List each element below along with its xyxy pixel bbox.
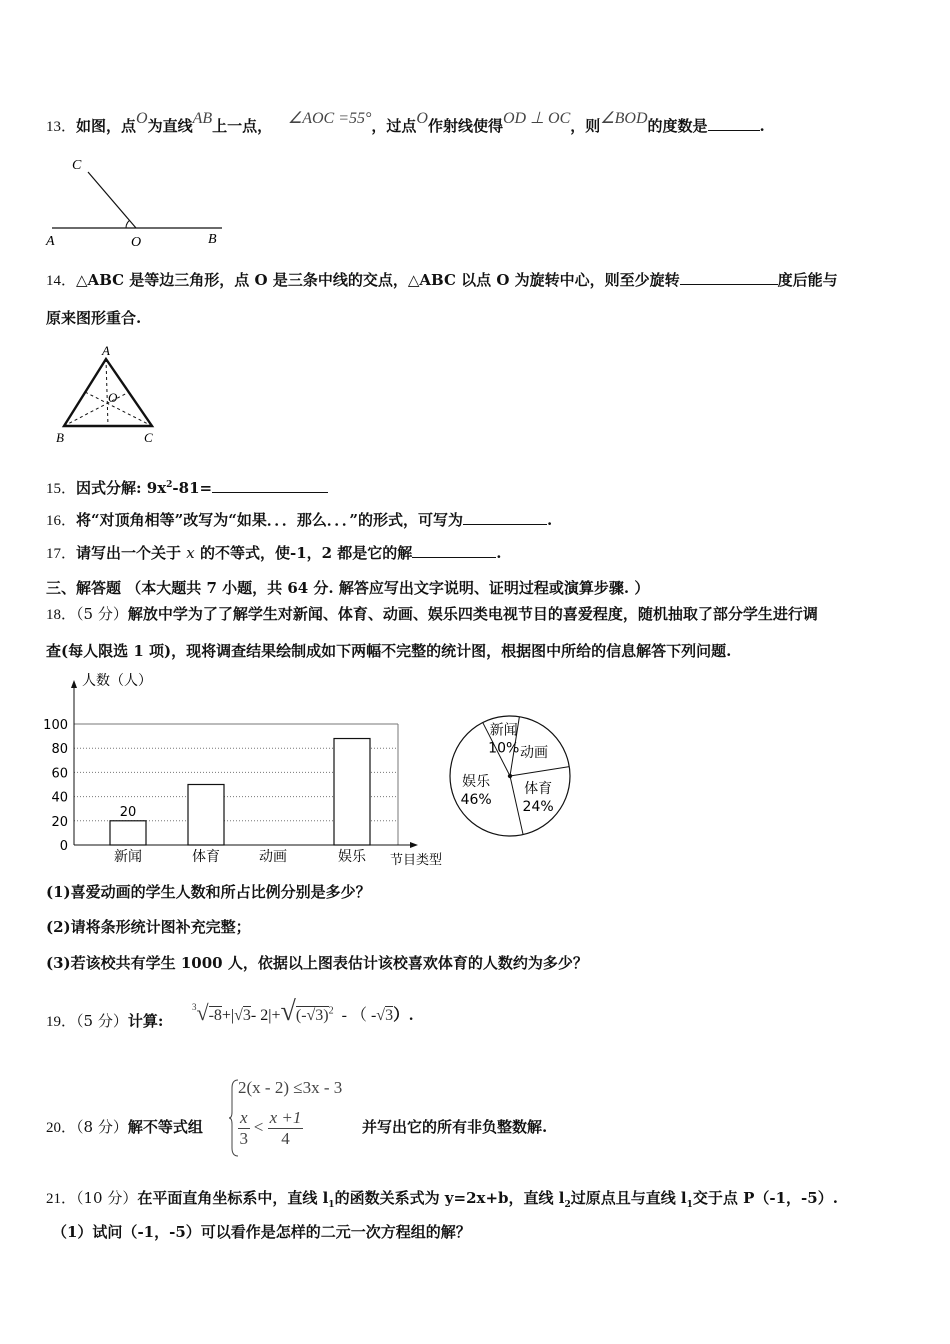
radical-sign: √ xyxy=(234,1007,243,1024)
q18-sub2: (2)请将条形统计图补充完整； xyxy=(46,918,251,936)
bar-marks xyxy=(110,739,370,845)
q13-text: 上一点， xyxy=(212,117,273,135)
angle-arc xyxy=(126,220,130,228)
q16-text: 将“对顶角相等”改写为“如果．．．那么．．．”的形式，可写为 xyxy=(76,511,464,529)
bar-3 xyxy=(334,739,370,845)
q18-text: 解放中学为了了解学生对新闻、体育、动画、娱乐四类电视节目的喜爱程度，随机抽取了部分学生进行调 xyxy=(127,605,818,623)
math-O: O xyxy=(136,110,148,127)
bar-ticks xyxy=(43,718,68,854)
radicand: -8 xyxy=(208,1007,222,1024)
answer-blank[interactable] xyxy=(412,543,496,558)
denominator: 4 xyxy=(281,1129,290,1148)
operator: - 2|+ xyxy=(250,1007,281,1024)
pie-value-label: 24% xyxy=(522,799,554,816)
label-C: C xyxy=(72,158,82,173)
q16-line xyxy=(46,510,552,531)
math-AB: AB xyxy=(192,110,213,127)
y-tick-label: 20 xyxy=(51,814,68,830)
y-tick-label: 40 xyxy=(51,790,68,806)
bar-data-label: 20 xyxy=(119,804,137,820)
pie-label: 娱乐 xyxy=(462,774,491,791)
q17-number: 17． xyxy=(46,546,77,562)
q13-number: 13． xyxy=(46,119,77,135)
pie-label: 体育 xyxy=(524,781,553,798)
q16-number: 16． xyxy=(46,513,77,529)
y-tick-label: 60 xyxy=(51,766,68,782)
q18-sub1: (1)喜爱动画的学生人数和所占比例分别是多少？ xyxy=(46,883,371,901)
q18-line1 xyxy=(46,604,818,625)
answer-blank[interactable] xyxy=(680,270,778,285)
math-angle-bod: ∠BOD xyxy=(600,110,648,127)
y-axis-arrow xyxy=(71,680,77,688)
q19-line xyxy=(46,1011,163,1032)
x-category-label: 新闻 xyxy=(114,849,142,865)
q20-tail: 并写出它的所有非负整数解. xyxy=(362,1118,548,1136)
pie-center xyxy=(508,774,512,778)
q15-text: 因式分解: 9x xyxy=(76,479,167,497)
answer-blank[interactable] xyxy=(212,478,328,493)
answer-blank[interactable] xyxy=(708,116,760,131)
answer-blank[interactable] xyxy=(463,510,547,525)
q20-score: （8 分） xyxy=(76,1118,128,1136)
q13-text: 作射线使得 xyxy=(427,117,503,135)
radical-sign: √ xyxy=(376,1007,386,1024)
math-angle-aoc: ∠AOC =55° xyxy=(287,110,372,127)
y-tick-label: 0 xyxy=(59,839,68,854)
label-O: O xyxy=(131,235,142,250)
denominator: 3 xyxy=(239,1129,249,1148)
q19-score: （5 分） xyxy=(76,1012,128,1030)
q17-variable: x xyxy=(186,544,195,562)
q18-sub3: (3)若该校共有学生 1000 人，依据以上图表估计该校喜欢体育的人数约为多少？ xyxy=(46,954,588,972)
numerator: x xyxy=(240,1108,248,1127)
math-O: O xyxy=(416,110,428,127)
ray-oc xyxy=(88,172,136,228)
inequality-2 xyxy=(238,1108,303,1149)
q21-text: 过原点且与直线 l xyxy=(570,1189,687,1207)
y-axis-label: 人数（人） xyxy=(82,673,152,689)
section-heading: 三、解答题 （本大题共 7 小题，共 64 分. 解答应写出文字说明、证明过程或演算步骤. ） xyxy=(46,579,650,597)
q18-line2: 查(每人限选 1 项)，现将调查结果绘制成如下两幅不完整的统计图，根据图中所给的信息解答下列问题. xyxy=(46,642,732,660)
radicand: (-√3) xyxy=(295,1007,329,1024)
inequality-1: 2(x - 2) ≤3x - 3 xyxy=(238,1078,343,1097)
subscript: 1 xyxy=(328,1200,335,1210)
operator: ）. xyxy=(393,1007,414,1024)
q13-end: . xyxy=(759,117,765,135)
x-axis-arrow xyxy=(410,842,418,848)
fraction-x-3 xyxy=(238,1108,250,1149)
q13-text: ，过点 xyxy=(371,117,417,135)
q19-label: 计算: xyxy=(127,1012,164,1030)
q14-text: 度后能与 xyxy=(777,271,838,289)
pie-label: 动画 xyxy=(520,744,549,761)
subscript: 1 xyxy=(686,1200,693,1210)
q14-text: 原来图形重合. xyxy=(46,309,142,327)
subscript: 2 xyxy=(564,1200,571,1210)
math-od-perp-oc: OD ⊥ OC xyxy=(502,110,571,127)
fraction-x1-4 xyxy=(268,1108,304,1149)
y-tick-label: 100 xyxy=(43,718,68,733)
x-category-label: 体育 xyxy=(192,849,220,865)
q18-score: （5 分） xyxy=(76,605,128,623)
label-B: B xyxy=(56,430,64,445)
q21-number: 21． xyxy=(46,1191,77,1207)
q16-end: . xyxy=(547,511,553,529)
q13-text: 如图，点 xyxy=(76,117,137,135)
bar-chart xyxy=(40,670,460,875)
pie-chart xyxy=(448,690,578,860)
q21-text: 交于点 P（-1，-5）. xyxy=(692,1189,838,1207)
q18-number: 18． xyxy=(46,607,77,623)
q15-line xyxy=(46,475,328,499)
pie-value-label: 10% xyxy=(488,740,520,757)
q20-number: 20． xyxy=(46,1120,77,1136)
label-A: A xyxy=(46,234,55,249)
label-C: C xyxy=(144,430,153,445)
label-B: B xyxy=(208,232,217,247)
q13-text: 的度数是 xyxy=(647,117,708,135)
q13-line xyxy=(46,110,765,137)
q17-end: . xyxy=(496,544,502,562)
q14-line2 xyxy=(46,308,141,328)
q15-superscript: 2 xyxy=(166,480,173,490)
q19-expression xyxy=(192,996,413,1028)
q15-number: 15． xyxy=(46,481,77,497)
q21-text: 的函数关系式为 y=2x+b，直线 l xyxy=(334,1189,565,1207)
q14-number: 14． xyxy=(46,273,77,289)
bar-0 xyxy=(110,821,146,845)
bar-1 xyxy=(188,785,224,846)
q14-line1 xyxy=(46,270,838,291)
q21-line1 xyxy=(46,1188,838,1215)
radical-sign: √ xyxy=(196,1000,209,1025)
q17-text: 请写出一个关于 xyxy=(76,544,182,562)
q13-angle-figure xyxy=(44,150,234,250)
q15-text: -81= xyxy=(172,479,213,497)
x-category-label: 动画 xyxy=(259,849,287,865)
bar-categories xyxy=(114,848,367,865)
pie-label: 新闻 xyxy=(489,722,518,739)
label-A: A xyxy=(102,343,110,358)
operator: +| xyxy=(221,1007,235,1024)
q20-label: 解不等式组 xyxy=(127,1118,203,1136)
cube-root-index: 3 xyxy=(192,1001,197,1012)
exponent: 2 xyxy=(328,1005,334,1017)
y-tick-label: 80 xyxy=(51,742,68,758)
less-than: < xyxy=(253,1117,264,1137)
q14-text: △ABC 是等边三角形，点 O 是三条中线的交点，△ABC 以点 O 为旋转中心，则至少旋转 xyxy=(76,271,680,289)
q21-score: （10 分） xyxy=(76,1189,138,1207)
x-category-label: 娱乐 xyxy=(338,849,366,865)
x-axis-label: 节目类型 xyxy=(390,853,443,868)
radical-sign: √ xyxy=(280,996,296,1027)
numerator: x +1 xyxy=(269,1108,302,1127)
label-O: O xyxy=(108,390,118,405)
q19-number: 19． xyxy=(46,1014,77,1030)
radicand: 3 xyxy=(385,1007,394,1024)
q21-sub1: （1）试问（-1，-5）可以看作是怎样的二元一次方程组的解？ xyxy=(52,1223,471,1241)
q13-text: 为直线 xyxy=(147,117,193,135)
q13-text: ，则 xyxy=(570,117,601,135)
q20-line xyxy=(46,1117,203,1138)
pie-value-label: 46% xyxy=(460,792,492,809)
q17-text: 的不等式，使-1，2 都是它的解 xyxy=(199,544,413,562)
q21-text: 在平面直角坐标系中，直线 l xyxy=(137,1189,329,1207)
radicand: 3 xyxy=(242,1007,251,1024)
q14-triangle-figure xyxy=(52,342,162,450)
q17-line xyxy=(46,543,502,564)
operator: - （ - xyxy=(341,1007,377,1024)
